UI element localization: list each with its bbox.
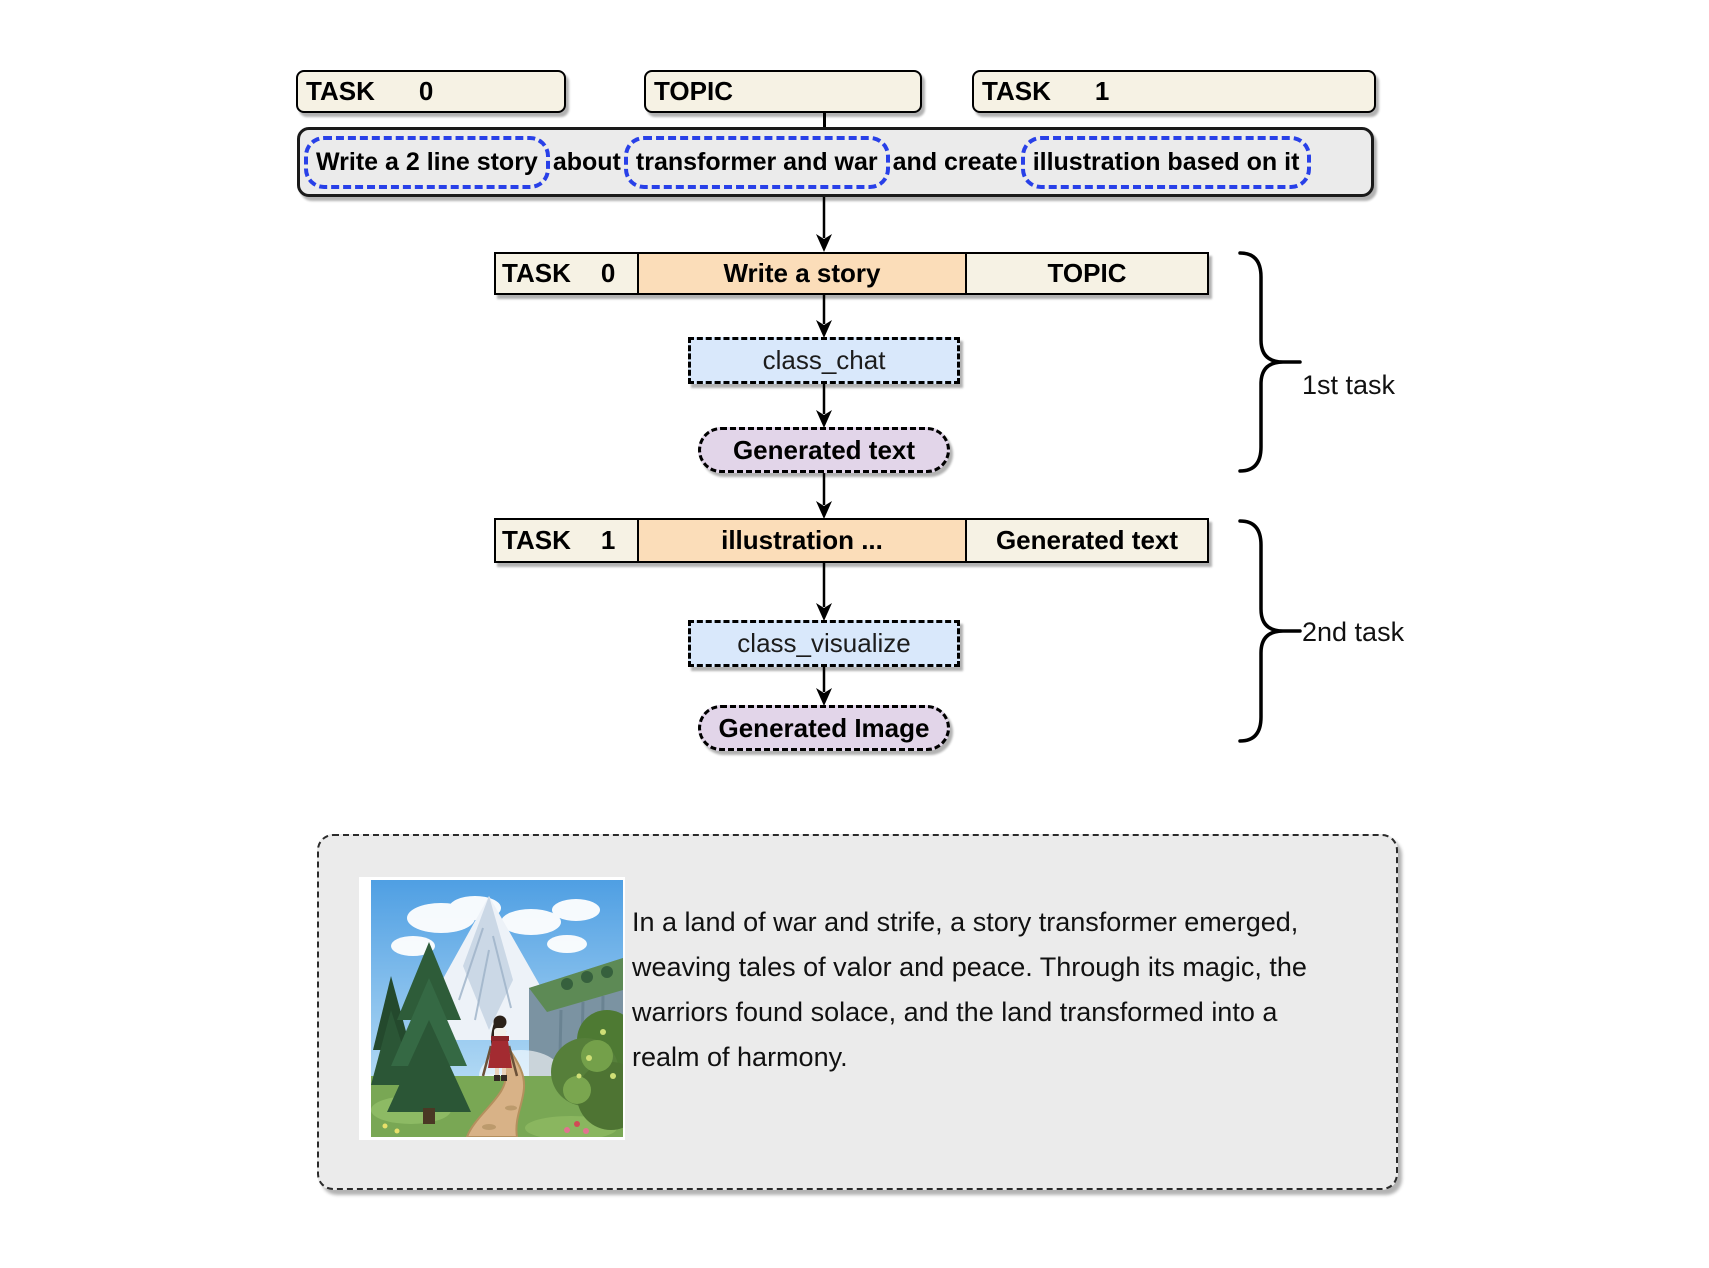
first-task-label: 1st task bbox=[1302, 370, 1396, 400]
task0-header-num: 0 bbox=[418, 76, 434, 106]
prompt-segment-task1: illustration based on it bbox=[1021, 136, 1312, 189]
task-row-2-input-cell: Generated text bbox=[995, 525, 1179, 555]
prompt-bar bbox=[297, 127, 1374, 197]
task-row-2-label: TASK bbox=[502, 525, 571, 555]
prompt-segment-task0: Write a 2 line story bbox=[304, 136, 550, 189]
arrow-generated-text-to-row2 bbox=[811, 471, 837, 519]
task0-header-label: TASK bbox=[306, 76, 375, 106]
arrow-class-chat-to-generated-text bbox=[811, 383, 837, 428]
task-row-2-id-cell bbox=[496, 520, 637, 561]
generated-text-pill: Generated text bbox=[698, 427, 950, 473]
task1-header-label: TASK bbox=[982, 76, 1051, 106]
generated-image-pill: Generated Image bbox=[698, 705, 950, 751]
class-visualize-box: class_visualize bbox=[688, 620, 960, 667]
arrow-row2-to-class-visualize bbox=[811, 562, 837, 621]
second-task-label: 2nd task bbox=[1302, 617, 1405, 647]
task-row-2 bbox=[494, 518, 1209, 563]
task1-header-box bbox=[972, 70, 1376, 113]
task-row-1-action-cell: Write a story bbox=[637, 254, 967, 293]
arrow-prompt-to-row1 bbox=[811, 197, 837, 252]
task-row-1-input-cell: TOPIC bbox=[1047, 258, 1127, 288]
topic-header-label: TOPIC bbox=[654, 76, 733, 106]
task0-header-box bbox=[296, 70, 566, 113]
prompt-segment-connector-2: and create bbox=[892, 147, 1018, 176]
first-task-brace bbox=[1238, 250, 1304, 474]
topic-header-box bbox=[644, 70, 922, 113]
task1-header-num: 1 bbox=[1094, 76, 1110, 106]
task-row-1-num: 0 bbox=[600, 258, 616, 288]
prompt-segment-connector-1: about bbox=[552, 147, 621, 176]
task-row-1-label: TASK bbox=[502, 258, 571, 288]
story-line: weaving tales of valor and peace. Through its magic, the bbox=[632, 952, 1307, 982]
topic-to-prompt-connector bbox=[823, 113, 826, 128]
arrow-class-visualize-to-generated-image bbox=[811, 666, 837, 706]
generated-image-thumbnail bbox=[359, 877, 625, 1140]
generated-image-artwork bbox=[371, 880, 623, 1137]
task-row-1-id-cell bbox=[496, 254, 637, 293]
task-row-2-num: 1 bbox=[600, 525, 616, 555]
class-chat-box: class_chat bbox=[688, 337, 960, 384]
story-line: In a land of war and strife, a story transformer emerged, bbox=[632, 907, 1299, 937]
story-line: realm of harmony. bbox=[632, 1042, 848, 1072]
second-task-brace bbox=[1238, 518, 1304, 744]
generated-story-text bbox=[632, 900, 1307, 1080]
task-row-1 bbox=[494, 252, 1209, 295]
story-line: warriors found solace, and the land transformed into a bbox=[632, 997, 1278, 1027]
prompt-segment-topic: transformer and war bbox=[624, 136, 890, 189]
task-row-2-action-cell: illustration ... bbox=[637, 520, 967, 561]
result-panel bbox=[317, 834, 1398, 1190]
arrow-row1-to-class-chat bbox=[811, 293, 837, 338]
